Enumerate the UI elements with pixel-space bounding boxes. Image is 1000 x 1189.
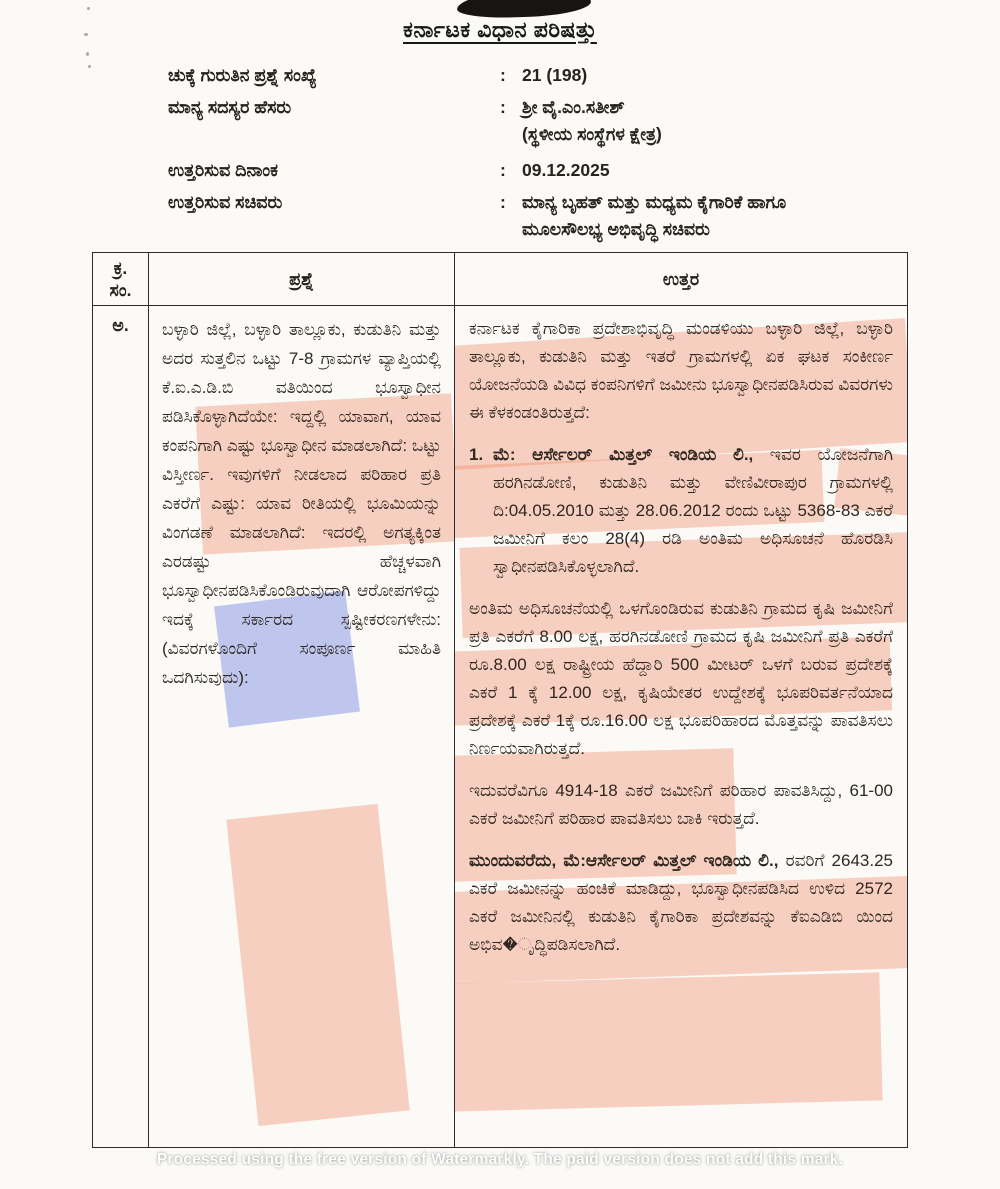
cell-slno: ಅ. (93, 306, 149, 1147)
table-header-row (93, 253, 907, 306)
field-value (522, 189, 898, 243)
field-colon: : (500, 160, 506, 180)
field-member-name (168, 94, 898, 148)
answer-para-4 (469, 847, 893, 959)
field-colon: : (500, 192, 506, 212)
member-constituency: (ಸ್ಥಳೀಯ ಸಂಸ್ಥೆಗಳ ಕ್ಷೇತ್ರ) (522, 124, 662, 144)
slno-header-line2: ಸಂ. (109, 280, 132, 300)
para-body: ರವರಿಗೆ 2643.25 ಎಕರೆ ಜಮೀನನ್ನು ಹಂಚಿಕೆ ಮಾಡಿದ್ದು, ಭೂಸ್ವಾಧೀನಪಡಿಸಿದ ಉಳಿದ 2572 ಎಕರೆ ಜಮೀನಿನಲ್ಲಿ ಕುಡುತಿನಿ ಕೈಗಾರಿಕಾ ಪ್ರದೇಶವನ್ನು ಕೆಐಎಡಿಬಿ ಯಿಂದ ಅಭಿವ�ೃದ್ಧಿಪಡಿಸಲಾಗಿದೆ. (469, 851, 893, 954)
field-colon: : (500, 97, 506, 117)
minister-title-line1: ಮಾನ್ಯ ಬೃಹತ್ ಮತ್ತು ಮಧ್ಯಮ ಕೈಗಾರಿಕೆ ಹಾಗೂ (522, 192, 787, 212)
field-answer-date (168, 157, 898, 184)
watermarkly-watermark: Processed using the free version of Watermarkly. The paid version does not add this mark. (156, 1151, 844, 1168)
company-name: ಮುಂದುವರೆದು, ಮೆ:ಆರ್ಸೇಲರ್ ಮಿತ್ತಲ್ ಇಂಡಿಯ ಲಿ., (469, 851, 779, 870)
field-label: ಉತ್ತರಿಸುವ ಸಚಿವರು (168, 192, 283, 212)
answer-text (469, 315, 893, 959)
column-header-slno (93, 253, 149, 305)
answer-para-3: ಇದುವರೆವಿಗೂ 4914-18 ಎಕರೆ ಜಮೀನಿಗೆ ಪರಿಹಾರ ಪಾವತಿಸಿದ್ದು, 61-00 ಎಕರೆ ಜಮೀನಿಗೆ ಪರಿಹಾರ ಪಾವತಿಸಲು ಬಾಕಿ ಇರುತ್ತದೆ. (469, 781, 893, 828)
answer-intro: ಕರ್ನಾಟಕ ಕೈಗಾರಿಕಾ ಪ್ರದೇಶಾಭಿವೃದ್ಧಿ ಮಂಡಳಿಯು ಬಳ್ಳಾರಿ ಜಿಲ್ಲೆ, ಬಳ್ಳಾರಿ ತಾಲ್ಲೂಕು, ಕುಡುತಿನಿ ಮತ್ತು ಇತರೆ ಗ್ರಾಮಗಳಲ್ಲಿ ಏಕ ಘಟಕ ಸಂಕೀರ್ಣ ಯೋಜನೆಯಡಿ ವಿವಿಧ ಕಂಪನಿಗಳಿಗೆ ಜಮೀನು ಭೂಸ್ವಾಧೀನಪಡಿಸಿರುವ ವಿವರಗಳು ಈ ಕೆಳಕಂಡಂತಿರುತ್ತದೆ: (469, 319, 893, 422)
highlight-pink (226, 804, 409, 1126)
field-answering-minister (168, 189, 898, 243)
field-label: ಚುಕ್ಕೆ ಗುರುತಿನ ಪ್ರಶ್ನೆ ಸಂಖ್ಯೆ (168, 65, 317, 85)
highlight-pink (455, 972, 883, 1111)
field-question-number (168, 62, 898, 89)
company-name: ಮೆ: ಆರ್ಸೇಲರ್ ಮಿತ್ತಲ್ ಇಂಡಿಯ ಲಿ., (493, 445, 754, 464)
cell-question (149, 306, 455, 1147)
document-title: ಕರ್ನಾಟಕ ವಿಧಾನ ಪರಿಷತ್ತು (403, 17, 597, 42)
answer-item-1 (469, 441, 893, 581)
table-row (93, 306, 907, 1147)
cell-answer (455, 306, 907, 1147)
header-fields (168, 62, 898, 248)
answer-para-2: ಅಂತಿಮ ಅಧಿಸೂಚನೆಯಲ್ಲಿ ಒಳಗೊಂಡಿರುವ ಕುಡುತಿನಿ ಗ್ರಾಮದ ಕೃಷಿ ಜಮೀನಿಗೆ ಪ್ರತಿ ಎಕರೆಗೆ 8.00 ಲಕ್ಷ, ಹರಗಿನಡೋಣಿ ಗ್ರಾಮದ ಕೃಷಿ ಜಮೀನಿಗೆ ಪ್ರತಿ ಎಕರೆಗೆ ರೂ.8.00 ಲಕ್ಷ ರಾಷ್ಟ್ರೀಯ ಹೆದ್ದಾರಿ 500 ಮೀಟರ್ ಒಳಗೆ ಬರುವ ಪ್ರದೇಶಕ್ಕೆ ಎಕರೆ 1 ಕ್ಕೆ 12.00 ಲಕ್ಷ, ಕೃಷಿಯೇತರ ಉದ್ದೇಶಕ್ಕೆ ಭೂಪರಿವರ್ತನೆಯಾದ ಪ್ರದೇಶಕ್ಕೆ ಎಕರೆ 1ಕ್ಕೆ ರೂ.16.00 ಲಕ್ಷ ಭೂಪರಿಹಾರದ ಮೊತ್ತವನ್ನು ಪಾವತಿಸಲು ನಿರ್ಣಯವಾಗಿರುತ್ತದೆ. (469, 599, 893, 758)
column-header-question: ಪ್ರಶ್ನೆ (149, 253, 455, 305)
field-label: ಉತ್ತರಿಸುವ ದಿನಾಂಕ (168, 160, 279, 180)
question-text: ಬಳ್ಳಾರಿ ಜಿಲ್ಲೆ, ಬಳ್ಳಾರಿ ತಾಲ್ಲೂಕು, ಕುಡುತಿನಿ ಮತ್ತು ಅದರ ಸುತ್ತಲಿನ ಒಟ್ಟು 7-8 ಗ್ರಾಮಗಳ ವ್ಯಾಪ್ತಿಯಲ್ಲಿ ಕೆ.ಐ.ಎ.ಡಿ.ಬಿ ವತಿಯಿಂದ ಭೂಸ್ವಾಧೀನ ಪಡಿಸಿಕೊಳ್ಳಾಗಿದೆಯೇ: ಇದ್ದಲ್ಲಿ ಯಾವಾಗ, ಯಾವ ಕಂಪನಿಗಾಗಿ ಎಷ್ಟು ಭೂಸ್ವಾಧೀನ ಮಾಡಲಾಗಿದೆ: ಒಟ್ಟು ವಿಸ್ತೀರ್ಣ. ಇವುಗಳಿಗೆ ನೀಡಲಾದ ಪರಿಹಾರ ಪ್ರತಿ ಎಕರೆಗೆ ಎಷ್ಟು: ಯಾವ ರೀತಿಯಲ್ಲಿ ಭೂಮಿಯನ್ನು ವಿಂಗಡಣೆ ಮಾಡಲಾಗಿದೆ: ಇದರಲ್ಲಿ ಅಗತ್ಯಕ್ಕಿಂತ ಎರಡಷ್ಟು ಹೆಚ್ಚಳವಾಗಿ ಭೂಸ್ವಾಧೀನಪಡಿಸಿಕೊಂಡಿರುವುದಾಗಿ ಆರೋಪಗಳಿದ್ದು ಇದಕ್ಕೆ ಸರ್ಕಾರದ ಸ್ಪಷ್ಟೀಕರಣಗಳೇನು: (ವಿವರಗಳೊಂದಿಗೆ ಸಂಪೂರ್ಣ ಮಾಹಿತಿ ಒದಗಿಸುವುದು): (162, 320, 441, 687)
item-body: ಇವರ ಯೋಜನೆಗಾಗಿ ಹರಗಿನಡೋಣಿ, ಕುಡುತಿನಿ ಮತ್ತು ವೇಣಿವೀರಾಪುರ ಗ್ರಾಮಗಳಲ್ಲಿ ದಿ:04.05.2010 ಮತ್ತು 28.06.2012 ರಂದು ಒಟ್ಟು 5368-83 ಎಕರೆ ಜಮೀನಿಗೆ ಕಲಂ 28(4) ರಡಿ ಅಂತಿಮ ಅಧಿಸೂಚನೆ ಹೊರಡಿಸಿ ಸ್ವಾಧೀನಪಡಿಸಿಕೊಳ್ಳಲಾಗಿದೆ. (493, 445, 893, 576)
field-value (522, 94, 898, 148)
slno-header-line1: ಕ್ರ. (113, 258, 128, 278)
field-colon: : (500, 65, 506, 85)
field-label: ಮಾನ್ಯ ಸದಸ್ಯರ ಹೆಸರು (168, 97, 292, 117)
item-number: 1. (469, 445, 484, 464)
minister-title-line2: ಮೂಲಸೌಲಭ್ಯ ಅಭಿವೃದ್ಧಿ ಸಚಿವರು (522, 219, 710, 239)
field-value: 09.12.2025 (522, 160, 610, 180)
field-value: 21 (198) (522, 65, 588, 85)
column-header-answer: ಉತ್ತರ (662, 268, 700, 289)
question-answer-table (92, 252, 908, 1148)
member-name: ಶ್ರೀ ವೈ.ಎಂ.ಸತೀಶ್ (522, 97, 625, 117)
